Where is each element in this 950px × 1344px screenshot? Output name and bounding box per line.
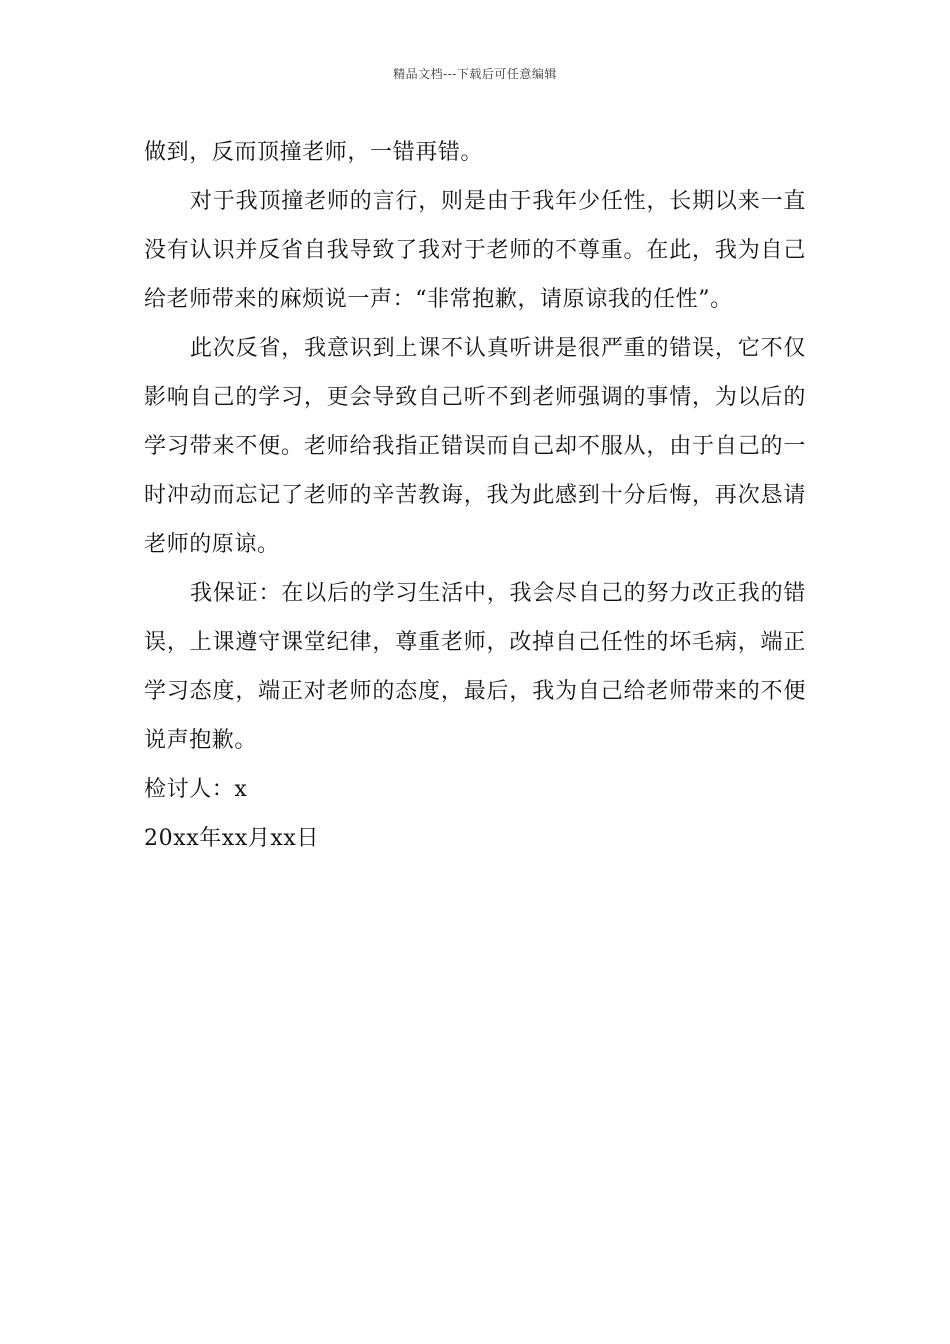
paragraph-reflection: 此次反省，我意识到上课不认真听讲是很严重的错误，它不仅影响自己的学习，更会导致自己听不到老师强调的事情，为以后的学习带来不便。老师给我指正错误而自己却不服从，由于自己的一时冲动而忘记了老师的辛苦教诲，我为此感到十分后悔，再次恳请老师的原谅。 <box>144 336 806 557</box>
paragraph-promise: 我保证：在以后的学习生活中，我会尽自己的努力改正我的错误，上课遵守课堂纪律，尊重老师，改掉自己任性的坏毛病，端正学习态度，端正对老师的态度，最后，我为自己给老师带来的不便说声抱歉。 <box>144 581 806 753</box>
document-body <box>144 128 806 863</box>
date-line: 20xx年xx月xx日 <box>144 826 320 851</box>
paragraph-continuation: 做到，反而顶撞老师，一错再错。 <box>144 140 484 165</box>
signature-line: 检讨人：x <box>144 777 248 802</box>
paragraph-apology: 对于我顶撞老师的言行，则是由于我年少任性，长期以来一直没有认识并反省自我导致了我对于老师的不尊重。在此，我为自己给老师带来的麻烦说一声：“非常抱歉，请原谅我的任性”。 <box>144 189 806 312</box>
page-header: 精品文档---下载后可任意编辑 <box>393 67 557 81</box>
